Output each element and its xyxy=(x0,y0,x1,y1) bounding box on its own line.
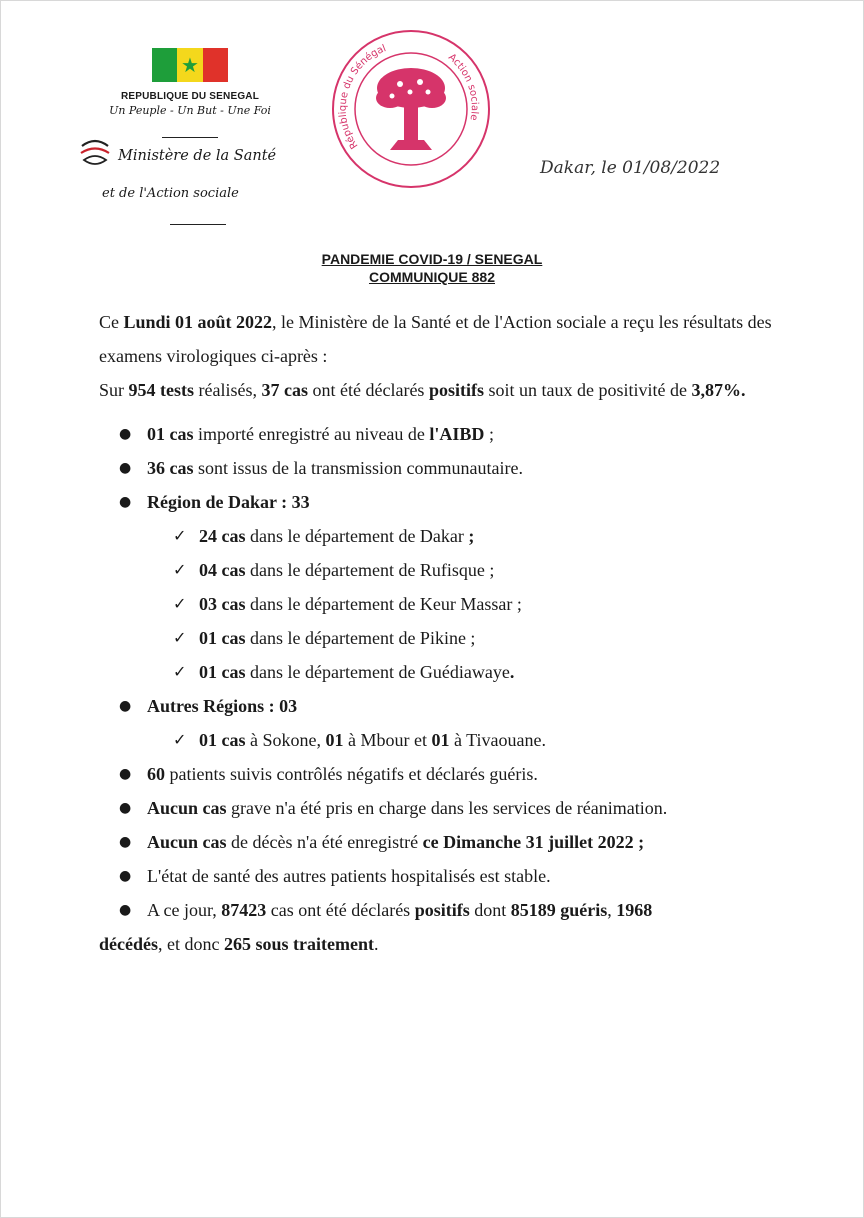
bullet-list xyxy=(99,417,779,927)
list-item: ✓ 01 cas à Sokone, 01 à Mbour et 01 à Tivaouane. xyxy=(147,723,779,757)
bullet-icon: ● xyxy=(119,902,132,918)
stamp-text-left: République du Sénégal xyxy=(337,43,388,151)
republic-header xyxy=(60,48,320,138)
document-date: Dakar, le 01/08/2022 xyxy=(540,158,721,178)
list-item: ● Aucun cas grave n'a été pris en charge dans les services de réanimation. xyxy=(99,791,779,825)
checkmark-icon: ✓ xyxy=(173,628,187,647)
list-item: ● 60 patients suivis contrôlés négatifs et déclarés guéris. xyxy=(99,757,779,791)
checkmark-icon: ✓ xyxy=(173,560,187,579)
ministry-name-cont: et de l'Action sociale xyxy=(102,186,239,201)
list-item: ● L'état de santé des autres patients hospitalisés est stable. xyxy=(99,859,779,893)
list-item: ✓ 03 cas dans le département de Keur Massar ; xyxy=(147,587,779,621)
list-item: ● 36 cas sont issus de la transmission communautaire. xyxy=(99,451,779,485)
communique-body xyxy=(99,305,779,961)
checkmark-icon: ✓ xyxy=(173,594,187,613)
checkmark-icon: ✓ xyxy=(173,526,187,545)
list-item: ✓ 04 cas dans le département de Rufisque ; xyxy=(147,553,779,587)
dakar-sublist xyxy=(147,519,779,689)
republic-name: REPUBLIQUE DU SENEGAL xyxy=(120,91,260,102)
bullet-icon: ● xyxy=(119,698,132,714)
tests-paragraph: Sur 954 tests réalisés, 37 cas ont été déclarés positifs soit un taux de positivité de 3,87%. xyxy=(99,380,746,400)
list-item: ● Aucun cas de décès n'a été enregistré ce Dimanche 31 juillet 2022 ; xyxy=(99,825,779,859)
bullet-icon: ● xyxy=(119,426,132,442)
intro-paragraph: Ce Lundi 01 août 2022, le Ministère de la Santé et de l'Action sociale a reçu les résultats des examens virologiques ci-après : xyxy=(99,312,772,366)
list-item: ● Autres Régions : 03 ✓ 01 cas à Sokone, 01 à Mbour et 01 à Tivaouane. xyxy=(99,689,779,757)
list-item: ● Région de Dakar : 33 ✓ 24 cas dans le département de Dakar ; ✓ 04 cas dans le département de Rufisque ; ✓ 03 cas dans le département de Keur Massar ; ✓ 01 cas dans le département de Pikine ; ✓ 01 cas dans le département de Guédiawaye. xyxy=(99,485,779,689)
bullet-icon: ● xyxy=(119,766,132,782)
list-item: ● 01 cas importé enregistré au niveau de l'AIBD ; xyxy=(99,417,779,451)
ministry-name: Ministère de la Santé xyxy=(118,148,277,164)
national-motto: Un Peuple - Un But - Une Foi xyxy=(109,104,271,117)
divider xyxy=(170,224,226,225)
other-regions-sublist xyxy=(147,723,779,757)
title-line2: COMMUNIQUE 882 xyxy=(368,269,496,285)
bullet-icon: ● xyxy=(119,800,132,816)
list-item: ✓ 01 cas dans le département de Pikine ; xyxy=(147,621,779,655)
official-stamp-icon xyxy=(328,26,494,192)
checkmark-icon: ✓ xyxy=(173,662,187,681)
senegal-flag-icon: ★ xyxy=(152,48,228,82)
bullet-icon: ● xyxy=(119,868,132,884)
bullet-icon: ● xyxy=(119,494,132,510)
title-line1: PANDEMIE COVID-19 / SENEGAL xyxy=(321,251,543,267)
closing-paragraph: décédés, et donc 265 sous traitement. xyxy=(99,934,379,954)
list-item: ✓ 01 cas dans le département de Guédiawaye. xyxy=(147,655,779,689)
list-item: ● A ce jour, 87423 cas ont été déclarés positifs dont 85189 guéris, 1968 xyxy=(99,893,779,927)
list-item: ✓ 24 cas dans le département de Dakar ; xyxy=(147,519,779,553)
document-title xyxy=(0,250,864,286)
checkmark-icon: ✓ xyxy=(173,730,187,749)
divider xyxy=(162,137,218,138)
ministry-logo-icon xyxy=(78,138,112,168)
bullet-icon: ● xyxy=(119,834,132,850)
stamp-text-right: Action sociale xyxy=(446,51,480,122)
bullet-icon: ● xyxy=(119,460,132,476)
